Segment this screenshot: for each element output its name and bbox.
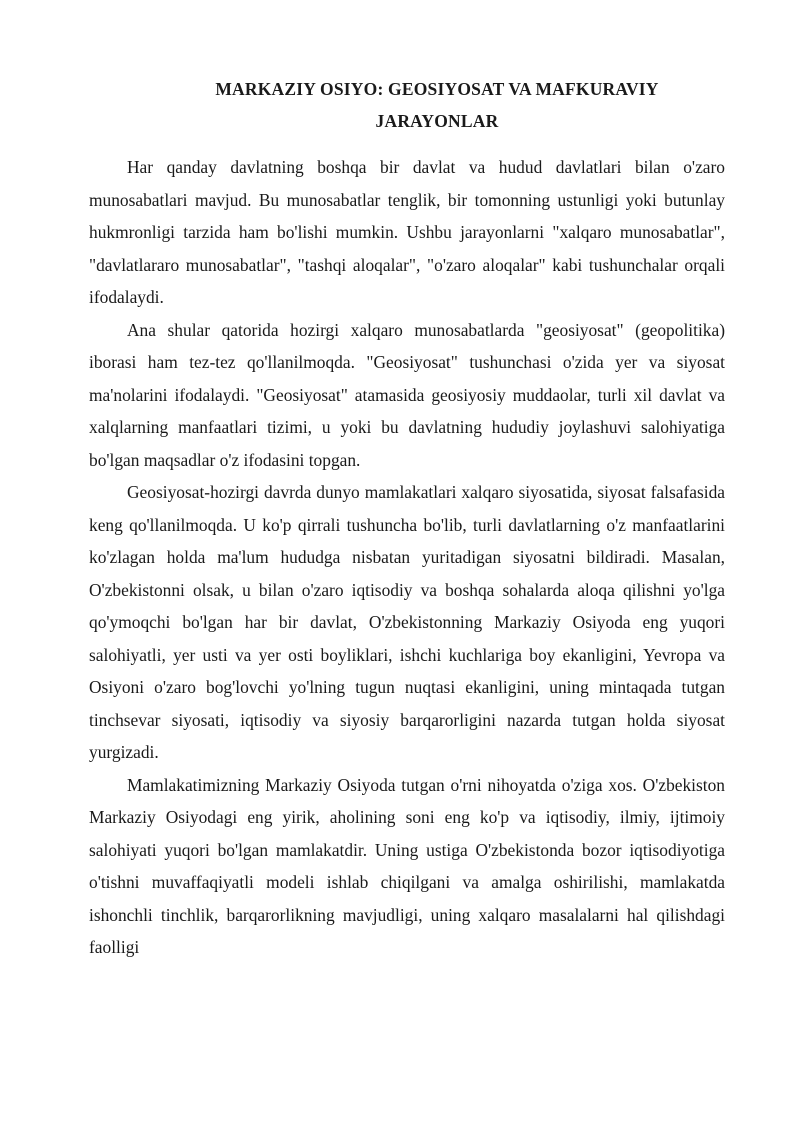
- paragraph-1: Har qanday davlatning boshqa bir davlat va hudud davlatlari bilan o'zaro munosabatlari mavjud. Bu munosabatlar tenglik, bir tomonning ustunligi yoki butunlay hukmronligi tarzida ham bo'lishi mumkin. Ushbu jarayonlarni "xalqaro munosabatlar", "davlatlararo munosabatlar", "tashqi aloqalar", "o'zaro aloqalar" kabi tushunchalar orqali ifodalaydi.: [89, 157, 725, 307]
- paragraph-3: Geosiyosat-hozirgi davrda dunyo mamlakatlari xalqaro siyosatida, siyosat falsafasida keng qo'llanilmoqda. U ko'p qirrali tushuncha bo'lib, turli davlatlarning o'z manfaatlarini ko'zlagan holda ma'lum hududga nisbatan yuritadigan siyosatni bildiradi. Masalan, O'zbekistonni olsak, u bilan o'zaro iqtisodiy va boshqa sohalarda aloqa qilishni yo'lga qo'ymoqchi bo'lgan har bir davlat, O'zbekistonning Markaziy Osiyoda eng yuqori salohiyatli, yer usti va yer osti boyliklari, ishchi kuchlariga boy ekanligini, Yevropa va Osiyoni o'zaro bog'lovchi yo'lning tugun nuqtasi ekanligini, uning mintaqada tutgan tinchsevar siyosati, iqtisodiy va siyosiy barqarorligini nazarda tutgan holda siyosat yurgizadi.: [89, 482, 725, 762]
- document-title: [89, 73, 725, 137]
- document-title-line-2: JARAYONLAR: [375, 111, 499, 131]
- paragraph-4: Mamlakatimizning Markaziy Osiyoda tutgan o'rni nihoyatda o'ziga xos. O'zbekiston Markaziy Osiyodagi eng yirik, aholining soni eng ko'p va iqtisodiy, ilmiy, ijtimoiy salohiyati yuqori bo'lgan mamlakatdir. Uning ustiga O'zbekistonda bozor iqtisodiyotiga o'tishni muvaffaqiyatli modeli ishlab chiqilgani va amalga oshirilishi, mamlakatda ishonchli tinchlik, barqarorlikning mavjudligi, uning xalqaro masalalarni hal qilishdagi faolligi: [89, 774, 725, 957]
- document-title-line-1: MARKAZIY OSIYO: GEOSIYOSAT VA MAFKURAVIY: [215, 79, 659, 99]
- paragraph-2: Ana shular qatorida hozirgi xalqaro munosabatlarda "geosiyosat" (geopolitika) iborasi ham tez-tez qo'llanilmoqda. "Geosiyosat" tushunchasi o'zida yer va siyosat ma'nolarini ifodalaydi. "Geosiyosat" atamasida geosiyosiy muddaolar, turli xil davlat va xalqlarning manfaatlari tizimi, u yoki bu davlatning hududiy joylashuvi salohiyatiga bo'lgan maqsadlar o'z ifodasini topgan.: [89, 319, 725, 470]
- document-page: [89, 73, 725, 964]
